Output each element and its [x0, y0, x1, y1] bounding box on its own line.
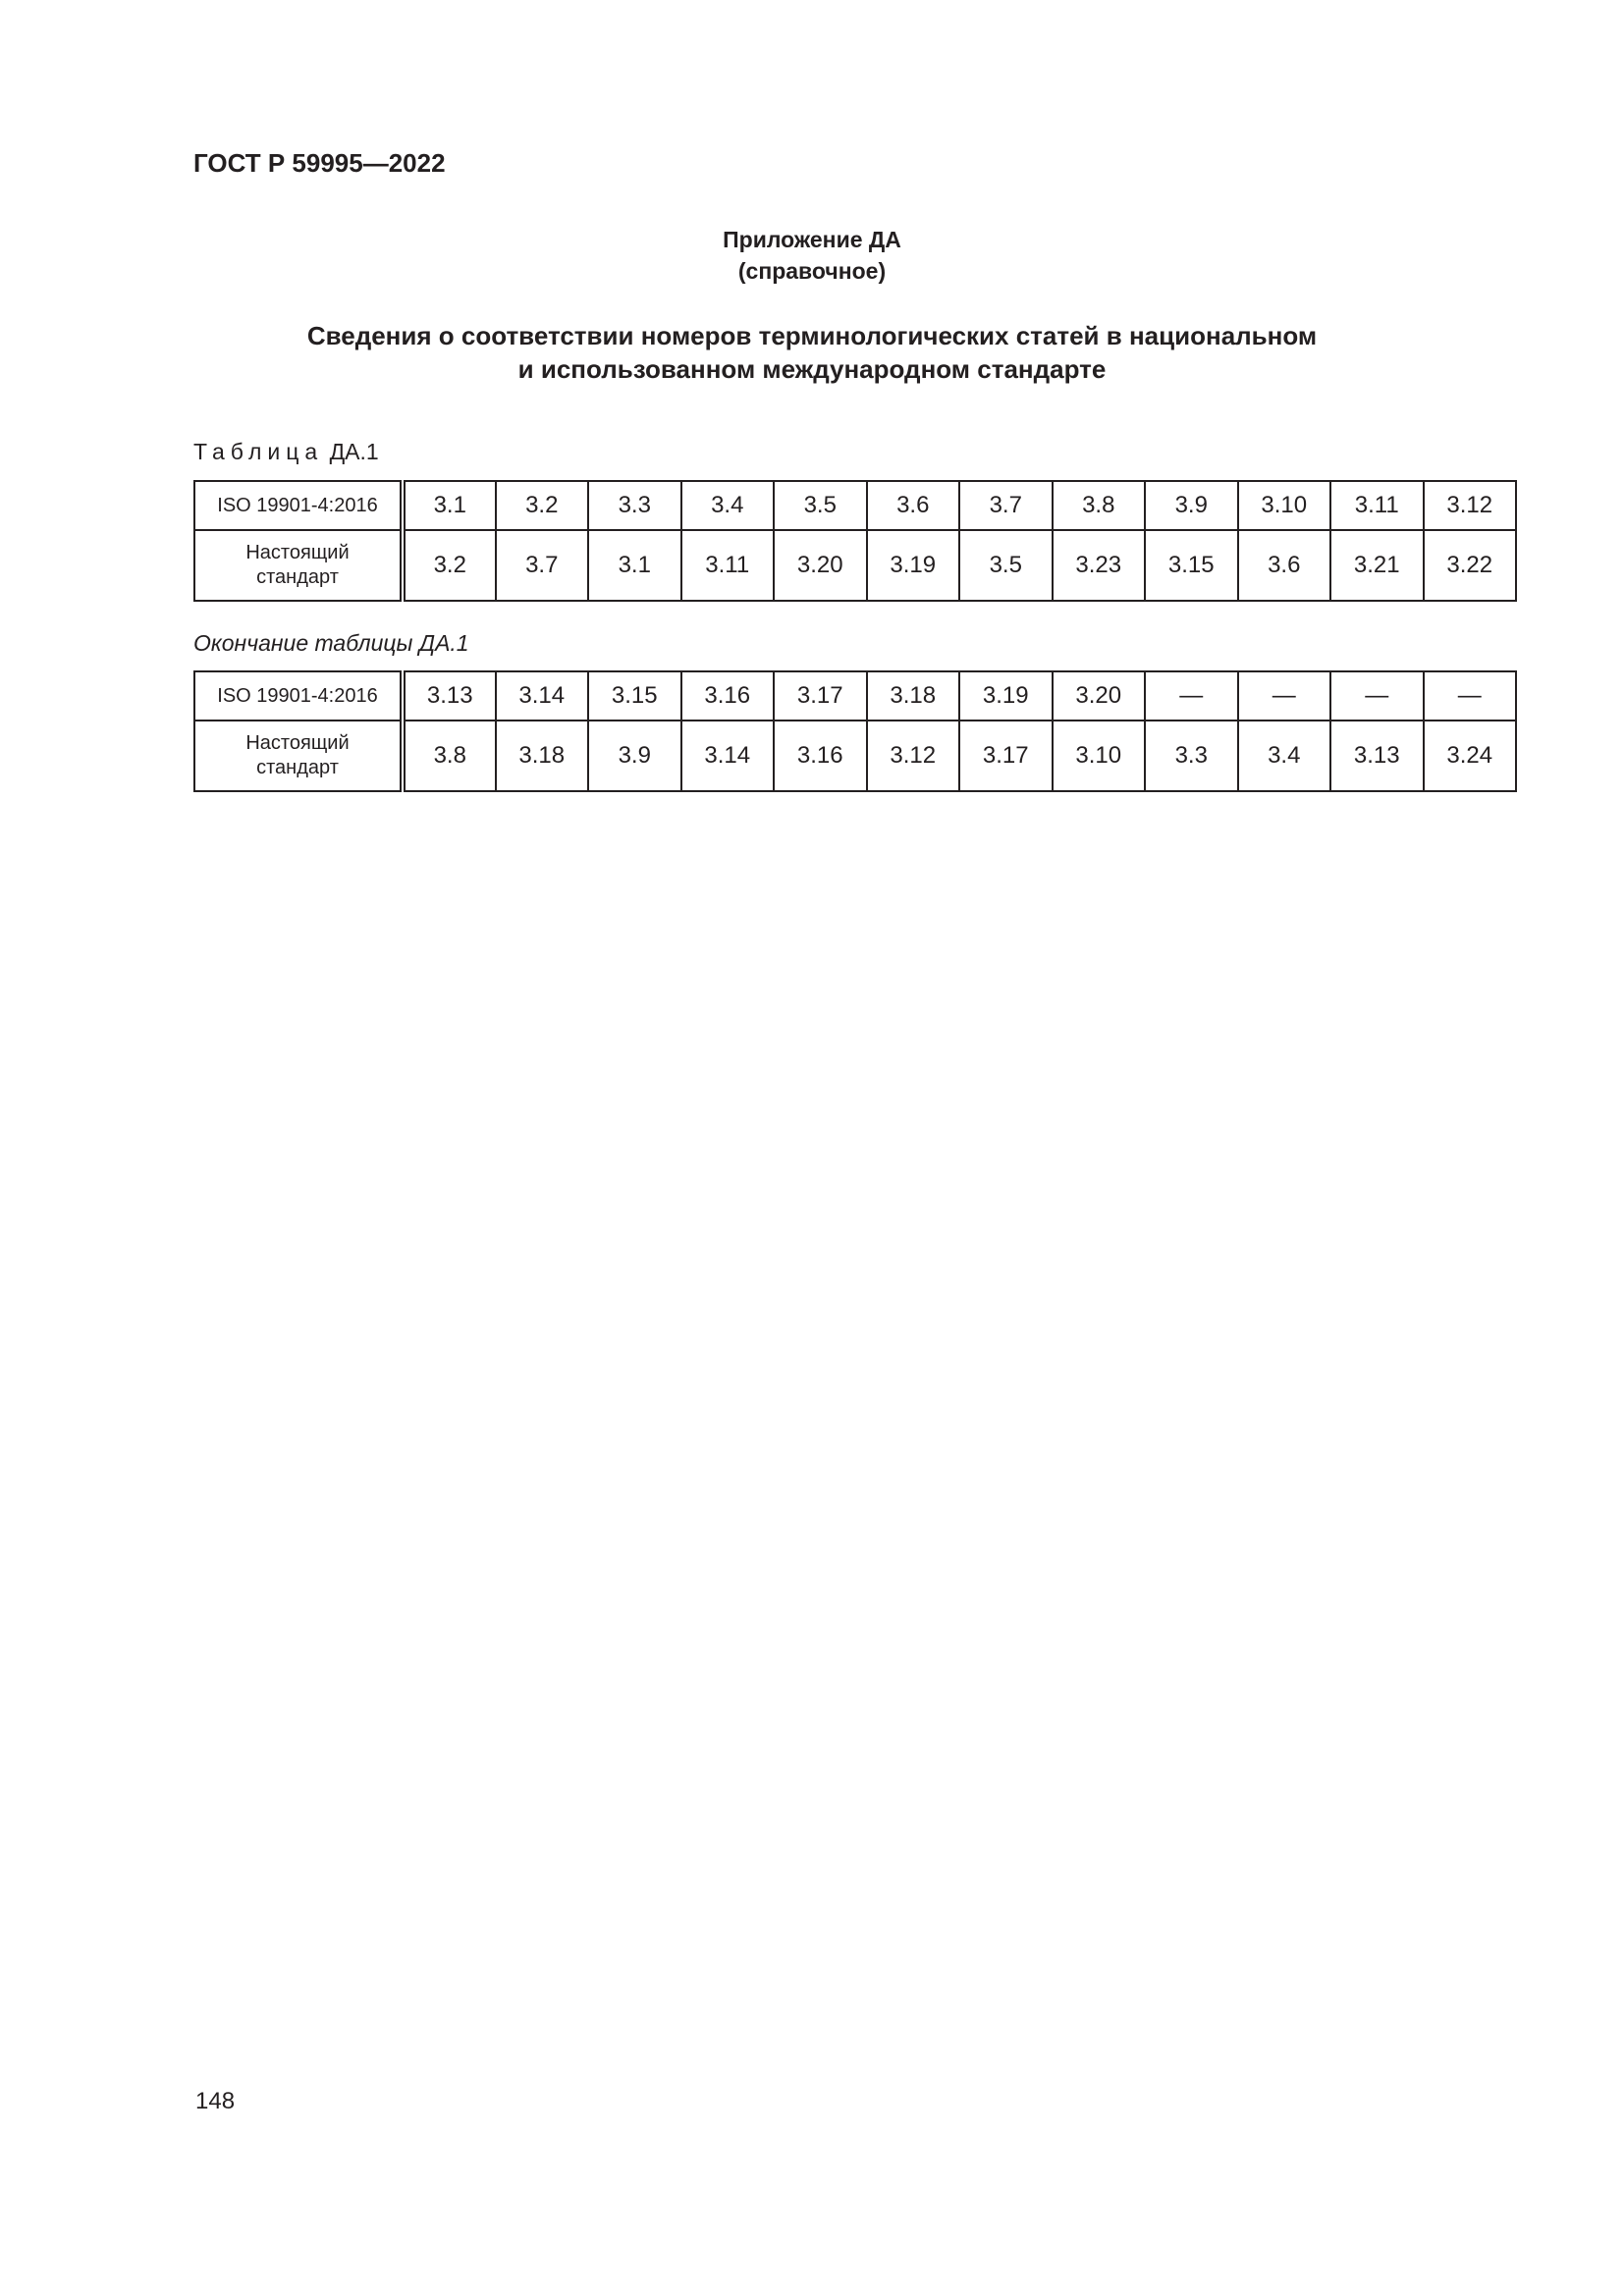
table-cell: 3.17 — [959, 721, 1053, 791]
table-caption-word: Таблица — [193, 439, 324, 464]
table-cell: 3.4 — [1238, 721, 1331, 791]
table-cell: 3.18 — [867, 671, 960, 721]
table-cell: 3.12 — [1424, 481, 1517, 530]
table-cell: 3.4 — [681, 481, 775, 530]
table-cell: — — [1330, 671, 1424, 721]
table-continuation-caption: Окончание таблицы ДА.1 — [193, 630, 469, 656]
table-cell: 3.1 — [403, 481, 496, 530]
table-cell: 3.19 — [959, 671, 1053, 721]
table-cell: 3.3 — [1145, 721, 1238, 791]
row-label-national-line-2: стандарт — [256, 757, 339, 778]
table-cell: 3.6 — [1238, 530, 1331, 601]
table-cell: 3.5 — [959, 530, 1053, 601]
table-cell: 3.3 — [588, 481, 681, 530]
table-cell: 3.23 — [1053, 530, 1146, 601]
table-row-iso — [194, 481, 1516, 530]
table-cell: 3.20 — [1053, 671, 1146, 721]
table-cell: 3.11 — [681, 530, 775, 601]
table-cell: 3.22 — [1424, 530, 1517, 601]
row-label-national — [194, 530, 403, 601]
table-caption — [193, 439, 379, 465]
table-cell: 3.14 — [496, 671, 589, 721]
table-row-national — [194, 530, 1516, 601]
table-cell: 3.9 — [588, 721, 681, 791]
appendix-kind: (справочное) — [737, 258, 887, 284]
page-number: 148 — [195, 2088, 236, 2114]
row-label-national — [194, 721, 403, 791]
table-cell: — — [1145, 671, 1238, 721]
table-cell: 3.11 — [1330, 481, 1424, 530]
table-cell: 3.21 — [1330, 530, 1424, 601]
table-cell: 3.16 — [681, 671, 775, 721]
correspondence-table — [193, 480, 1517, 602]
table-cell: 3.1 — [588, 530, 681, 601]
table-cell: 3.15 — [1145, 530, 1238, 601]
table-cell: 3.2 — [403, 530, 496, 601]
row-label-national-line-2: стандарт — [256, 566, 339, 588]
table-cell: 3.15 — [588, 671, 681, 721]
table-cell: 3.7 — [496, 530, 589, 601]
page-title-line-1: Сведения о соответствии номеров терминологических статей в национальном — [306, 321, 1318, 350]
table-cell: 3.2 — [496, 481, 589, 530]
row-label-national-line-1: Настоящий — [245, 732, 350, 754]
table-cell: 3.16 — [774, 721, 867, 791]
row-label-national-line-1: Настоящий — [245, 542, 350, 563]
table-cell: 3.13 — [1330, 721, 1424, 791]
table-cell: 3.10 — [1238, 481, 1331, 530]
table-cell: 3.8 — [403, 721, 496, 791]
table-row-iso — [194, 671, 1516, 721]
table-cell: 3.24 — [1424, 721, 1517, 791]
table-cell: 3.18 — [496, 721, 589, 791]
correspondence-table-continuation — [193, 670, 1517, 792]
table-cell: — — [1238, 671, 1331, 721]
table-cell: 3.19 — [867, 530, 960, 601]
row-label-iso: ISO 19901-4:2016 — [194, 671, 403, 721]
page-title-line-2: и использованном международном стандарте — [517, 354, 1107, 384]
table-cell: 3.7 — [959, 481, 1053, 530]
appendix-title: Приложение ДА — [723, 227, 901, 252]
table-cell: 3.8 — [1053, 481, 1146, 530]
table-cell: 3.9 — [1145, 481, 1238, 530]
table-cell: 3.20 — [774, 530, 867, 601]
table-cell: 3.13 — [403, 671, 496, 721]
table-cell: 3.5 — [774, 481, 867, 530]
table-cell: 3.14 — [681, 721, 775, 791]
table-cell: 3.10 — [1053, 721, 1146, 791]
table-cell: — — [1424, 671, 1517, 721]
table-caption-id: ДА.1 — [329, 439, 379, 464]
table-cell: 3.17 — [774, 671, 867, 721]
table-cell: 3.12 — [867, 721, 960, 791]
document-code: ГОСТ Р 59995—2022 — [193, 148, 446, 178]
row-label-iso: ISO 19901-4:2016 — [194, 481, 403, 530]
table-cell: 3.6 — [867, 481, 960, 530]
table-row-national — [194, 721, 1516, 791]
